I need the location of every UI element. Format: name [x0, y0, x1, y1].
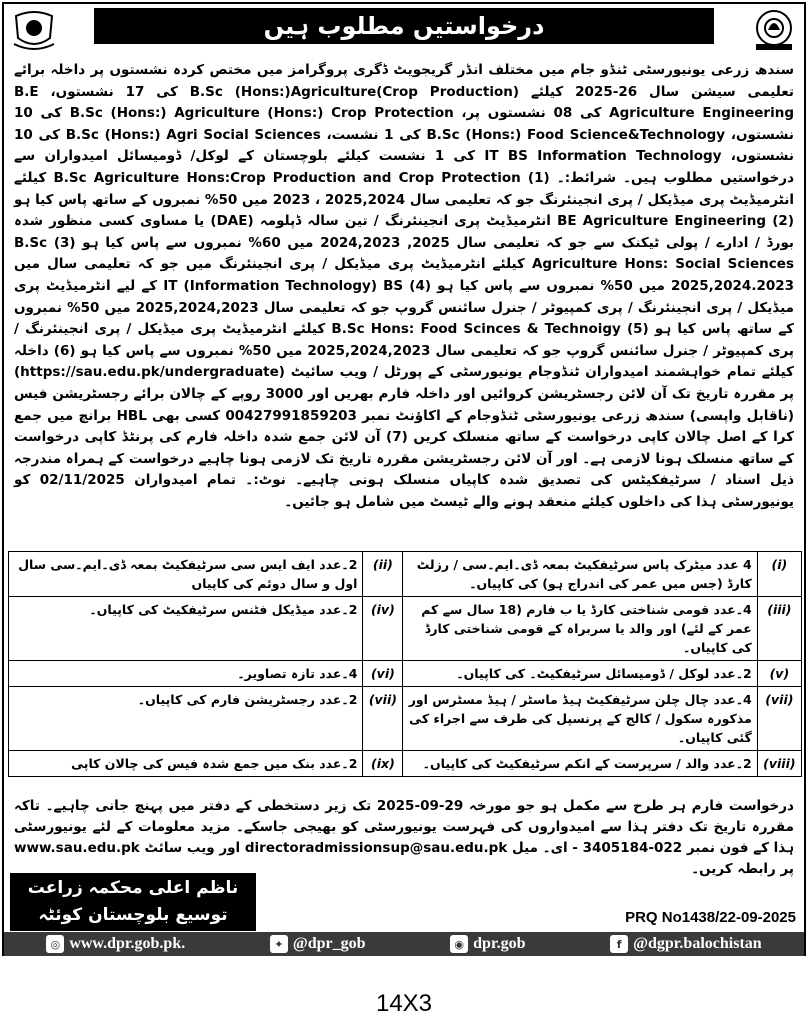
- item-number: (iii): [757, 597, 801, 661]
- item-text: 2۔عدد والد / سرپرست کے انکم سرٹیفکیٹ کی کاپیاں۔: [403, 751, 757, 777]
- item-number: (ii): [363, 552, 403, 597]
- item-text: 4۔عدد قومی شناختی کارڈ یا ب فارم (18 سال سے کم عمر کے لئے) اور والد یا سربراہ کے قومی شناختی کارڈ کی کاپیاں۔: [403, 597, 757, 661]
- instagram-link[interactable]: [450, 935, 525, 953]
- document-row: [9, 597, 802, 661]
- item-number: (v): [757, 661, 801, 687]
- item-text: 2۔عدد میڈیکل فٹنس سرٹیفکیٹ کی کاپیاں۔: [9, 597, 363, 661]
- item-number: (ix): [363, 751, 403, 777]
- document-row: [9, 552, 802, 597]
- ad-header: [4, 4, 804, 56]
- facebook-link[interactable]: [610, 935, 762, 953]
- instagram-text: dpr.gob: [473, 935, 526, 952]
- ad-size-label: 14X3: [375, 990, 433, 1017]
- ad-footer-text: [14, 796, 794, 880]
- university-emblem-logo: [750, 8, 798, 52]
- twitter-link[interactable]: [270, 935, 366, 953]
- item-text: 4 عدد میٹرک پاس سرٹیفکیٹ بمعہ ڈی۔ایم۔سی / رزلٹ کارڈ (جس میں عمر کی اندراج ہو) کی کاپیاں۔: [403, 552, 757, 597]
- item-number: (vi): [363, 661, 403, 687]
- office-line-2: توسیع بلوچستان کوئٹہ: [38, 905, 228, 925]
- item-number: (i): [757, 552, 801, 597]
- item-text: 2۔عدد بنک میں جمع شدہ فیس کی چالان کاپی: [9, 751, 363, 777]
- footer-paragraph: درخواست فارم ہر طرح سے مکمل ہو جو مورخہ 29-09-2025 تک زیر دستخطی کے دفتر میں پہنچ جانی چاہیے۔ تاکہ مقررہ تاریخ تک دفتر ہذا سے امیدواروں کی فہرست یونیورسٹی کو بھیجی جاسکے۔ مزید معلومات کے لئے یونیورسٹی ہذا کے فون نمبر 022-3405184 - ای۔ میل directoradmissionsup@sau.edu.pk اور ویب سائٹ www.sau.edu.pk پر رابطہ کریں۔: [14, 798, 794, 877]
- instagram-icon: ◉: [450, 935, 468, 953]
- document-row: [9, 687, 802, 751]
- facebook-text: @dgpr.balochistan: [633, 935, 762, 952]
- website-text: www.dpr.gob.pk.: [69, 935, 186, 952]
- issuing-office: [10, 873, 256, 931]
- item-number: (viii): [757, 751, 801, 777]
- ad-title: درخواستیں مطلوب ہیں: [94, 8, 714, 44]
- twitter-icon: ✦: [270, 935, 288, 953]
- item-number: (iv): [363, 597, 403, 661]
- ad-body: [14, 60, 794, 513]
- twitter-text: @dpr_gob: [292, 935, 366, 952]
- item-text: 2۔عدد ایف ایس سی سرٹیفکیٹ بمعہ ڈی۔ایم۔سی سال اول و سال دوئم کی کاپیاں: [9, 552, 363, 597]
- item-number: (vii): [363, 687, 403, 751]
- globe-icon: ◎: [46, 935, 64, 953]
- advertisement: [2, 2, 806, 956]
- documents-table: [8, 551, 802, 777]
- facebook-icon: f: [610, 935, 628, 953]
- item-text: 4۔عدد تازہ تصاویر۔: [9, 661, 363, 687]
- item-text: 4۔عدد چال چلن سرٹیفکیٹ ہیڈ ماسٹر / ہیڈ مسٹرس اور مذکورہ سکول / کالج کے پرنسپل کی طرف سے اجراء کی گئی کاپیاں۔: [403, 687, 757, 751]
- item-text: 2۔عدد لوکل / ڈومیسائل سرٹیفکیٹ۔ کی کاپیاں۔: [403, 661, 757, 687]
- body-paragraph: سندھ زرعی یونیورسٹی ٹنڈو جام میں مختلف انڈر گریجویٹ ڈگری پروگرامز میں مختص کردہ نشستوں پر داخلہ برائے تعلیمی سیشن سال 26-2025 کیلئے B.Sc (Hons:)Agriculture(Crop Production) کی 17 نشستوں، B.E Agriculture Engineering کی 08 نشستوں پر، B.Sc (Hons:) Agriculture (Hons:) Crop Protection کی 10 نشستوں، B.Sc (Hons:) Food Science&Technology کی 1 نشست، B.Sc (Hons:) Agri Social Sciences کی 10 نشستوں، IT BS Information Technology کی 1 نشست کیلئے بلوچستان کے لوکل/ ڈومیسائل امیدواران سے درخواستیں مطلوب ہیں۔ شرائط:۔ (1) B.Sc Agriculture Hons:Crop Production and Crop Protection کیلئے انٹرمیڈیٹ پری میڈیکل / پری انجینئرنگ جو کہ تعلیمی سال 2025,2024 ، 2023 میں 50% نمبروں کے ساتھ پاس کیا ہو (2) BE Agriculture Engineering انٹرمیڈیٹ پری انجینئرنگ / تین سالہ ڈپلومہ (DAE) یا مساوی کسی منظور شدہ بورڈ / ادارے / پولی ٹیکنک سے جو کہ تعلیمی سال 2025, 2024,2023 میں 60% نمبروں سے پاس کیا ہو (3) B.Sc Agriculture Hons: Social Sciences کیلئے انٹرمیڈیٹ پری میڈیکل / پری انجینئرنگ میں جو کہ تعلیمی سال میں 2025,2024.2023 میں 50% نمبروں سے پاس کیا ہو (4) IT (Information Technology) BS کے لیے انٹرمیڈیٹ پری میڈیکل / پری انجینئرنگ / پری کمپیوٹر / جنرل سائنس گروپ جو کہ تعلیمی سال 2025,2024,2023 میں 50% نمبروں کے ساتھ پاس کیا ہو (5) B.Sc Hons: Food Scinces & Technoigy کیلئے انٹرمیڈیٹ پری میڈیکل / پری انجینئرنگ / پری کمپیوٹر / جنرل سائنس گروپ جو کہ تعلیمی سال 2025,2024,2023 میں 50% نمبروں سے پاس کیا ہو (6) داخلہ کیلئے تمام خواہشمند امیدواران ٹنڈوجام یونیورسٹی کے پورٹل / ویب سائیٹ (https://sau.edu.pk/undergraduate) پر مقررہ تاریخ تک آن لائن رجسٹریشن کروائیں اور داخلہ فارم بھریں اور 3000 روپے کے چالان برائے رجسٹریشن فیس (ناقابل واپسی) سندھ زرعی یونیورسٹی ٹنڈوجام کے اکاؤنٹ نمبر 00427991859203 کسی بھی HBL برانچ میں جمع کرا کے اصل چالان کاپی درخواست کے ساتھ منسلک کریں (7) آن لائن جمع شدہ داخلہ فارم کی پرنٹڈ کاپی درخواست کے ساتھ منسلک ہونا لازمی ہے۔ اور آن لائن رجسٹریشن مقررہ تاریخ تک لازمی ہونا چاہیے درخواست کے ہمراہ مندرجہ ذیل اسناد / سرٹیفکیٹس کی تصدیق شدہ کاپیاں منسلک ہونی چاہیے۔ نوٹ:۔ تمام امیدواران 02/11/2025 کو یونیورسٹی ہذا کی داخلوں کیلئے منعقد ہونے والے ٹیسٹ میں شامل ہو جائیں۔: [14, 62, 795, 510]
- item-number: (vii): [757, 687, 801, 751]
- balochistan-emblem-logo: [10, 8, 58, 52]
- document-row: [9, 661, 802, 687]
- website-link[interactable]: [46, 935, 185, 953]
- prq-number: PRQ No1438/22-09-2025: [625, 909, 796, 926]
- social-bar: [4, 932, 804, 956]
- office-line-1: ناظم اعلی محکمہ زراعت: [27, 878, 239, 898]
- document-row: [9, 751, 802, 777]
- item-text: 2۔عدد رجسٹریشن فارم کی کاپیاں۔: [9, 687, 363, 751]
